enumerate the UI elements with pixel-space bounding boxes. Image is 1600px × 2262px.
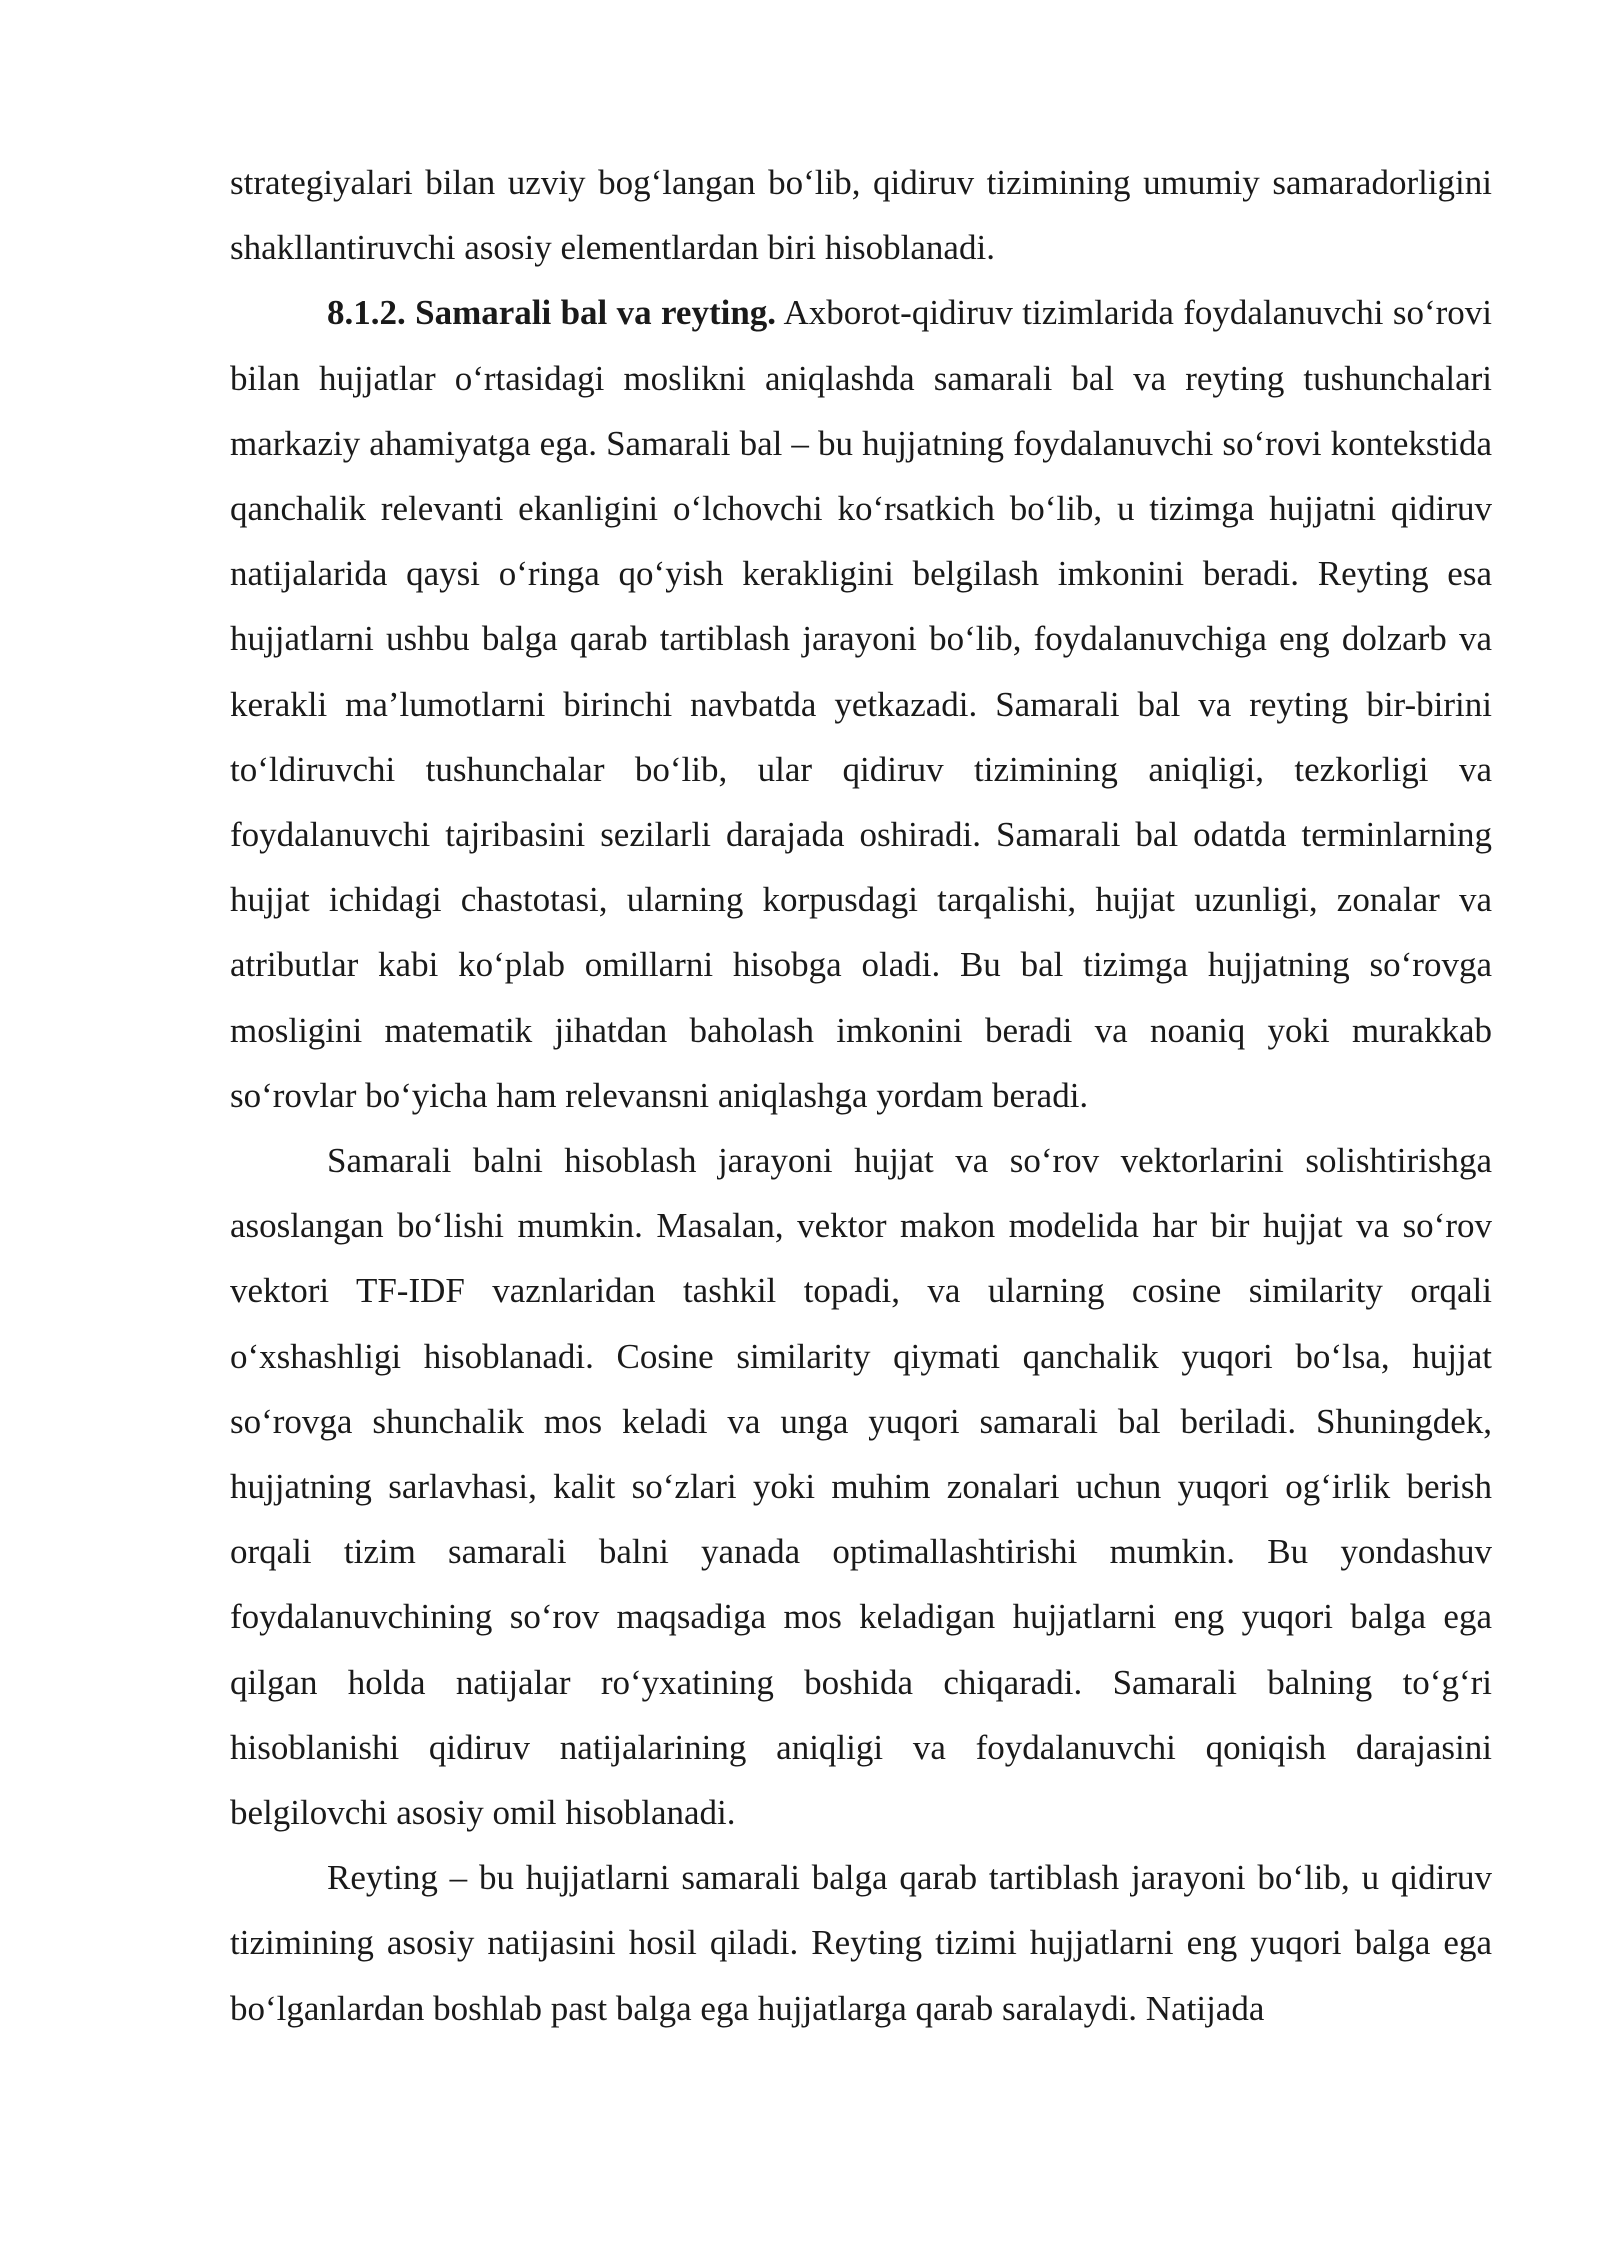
document-page: [230, 150, 1492, 2041]
paragraph-text: strategiyalari bilan uzviy bog‘langan bo‘lib, qidiruv tizimining umumiy samaradorligini shakllantiruvchi asosiy elementlardan biri hisoblanadi.: [230, 163, 1492, 268]
paragraph-score-calculation: [230, 1128, 1492, 1845]
paragraph-continuation: [230, 150, 1492, 280]
paragraph-text: Samarali balni hisoblash jarayoni hujjat va so‘rov vektorlarini solishtirishga asoslangan bo‘lishi mumkin. Masalan, vektor makon modelida har bir hujjat va so‘rov vektori TF-IDF vaznlaridan tashkil topadi, va ularning cosine similarity orqali o‘xshashligi hisoblanadi. Cosine similarity qiymati qanchalik yuqori bo‘lsa, hujjat so‘rovga shunchalik mos keladi va unga yuqori samarali bal beriladi. Shuningdek, hujjatning sarlavhasi, kalit so‘zlari yoki muhim zonalari uchun yuqori og‘irlik berish orqali tizim samarali balni yanada optimallashtirishi mumkin. Bu yondashuv foydalanuvchining so‘rov maqsadiga mos keladigan hujjatlarni eng yuqori balga ega qilgan holda natijalar ro‘yxatining boshida chiqaradi. Samarali balning to‘g‘ri hisoblanishi qidiruv natijalarining aniqligi va foydalanuvchi qoniqish darajasini belgilovchi asosiy omil hisoblanadi.: [230, 1141, 1492, 1833]
paragraph-text: Axborot-qidiruv tizimlarida foydalanuvchi so‘rovi bilan hujjatlar o‘rtasidagi moslikni aniqlashda samarali bal va reyting tushunchalari markaziy ahamiyatga ega. Samarali bal – bu hujjatning foydalanuvchi so‘rovi kontekstida qanchalik relevanti ekanligini o‘lchovchi ko‘rsatkich bo‘lib, u tizimga hujjatni qidiruv natijalarida qaysi o‘ringa qo‘yish kerakligini belgilash imkonini beradi. Reyting esa hujjatlarni ushbu balga qarab tartiblash jarayoni bo‘lib, foydalanuvchiga eng dolzarb va kerakli ma’lumotlarni birinchi navbatda yetkazadi. Samarali bal va reyting bir-birini to‘ldiruvchi tushunchalar bo‘lib, ular qidiruv tizimining aniqligi, tezkorligi va foydalanuvchi tajribasini sezilarli darajada oshiradi. Samarali bal odatda terminlarning hujjat ichidagi chastotasi, ularning korpusdagi tarqalishi, hujjat uzunligi, zonalar va atributlar kabi ko‘plab omillarni hisobga oladi. Bu bal tizimga hujjatning so‘rovga mosligini matematik jihatdan baholash imkonini beradi va noaniq yoki murakkab so‘rovlar bo‘yicha ham relevansni aniqlashga yordam beradi.: [230, 293, 1492, 1115]
section-heading: 8.1.2. Samarali bal va reyting.: [327, 293, 777, 333]
paragraph-text: Reyting – bu hujjatlarni samarali balga qarab tartiblash jarayoni bo‘lib, u qidiruv tizimining asosiy natijasini hosil qiladi. Reyting tizimi hujjatlarni eng yuqori balga ega bo‘lganlardan boshlab past balga ega hujjatlarga qarab saralaydi. Natijada: [230, 1858, 1492, 2028]
paragraph-section-8-1-2: [230, 280, 1492, 1128]
paragraph-ranking: [230, 1845, 1492, 2041]
